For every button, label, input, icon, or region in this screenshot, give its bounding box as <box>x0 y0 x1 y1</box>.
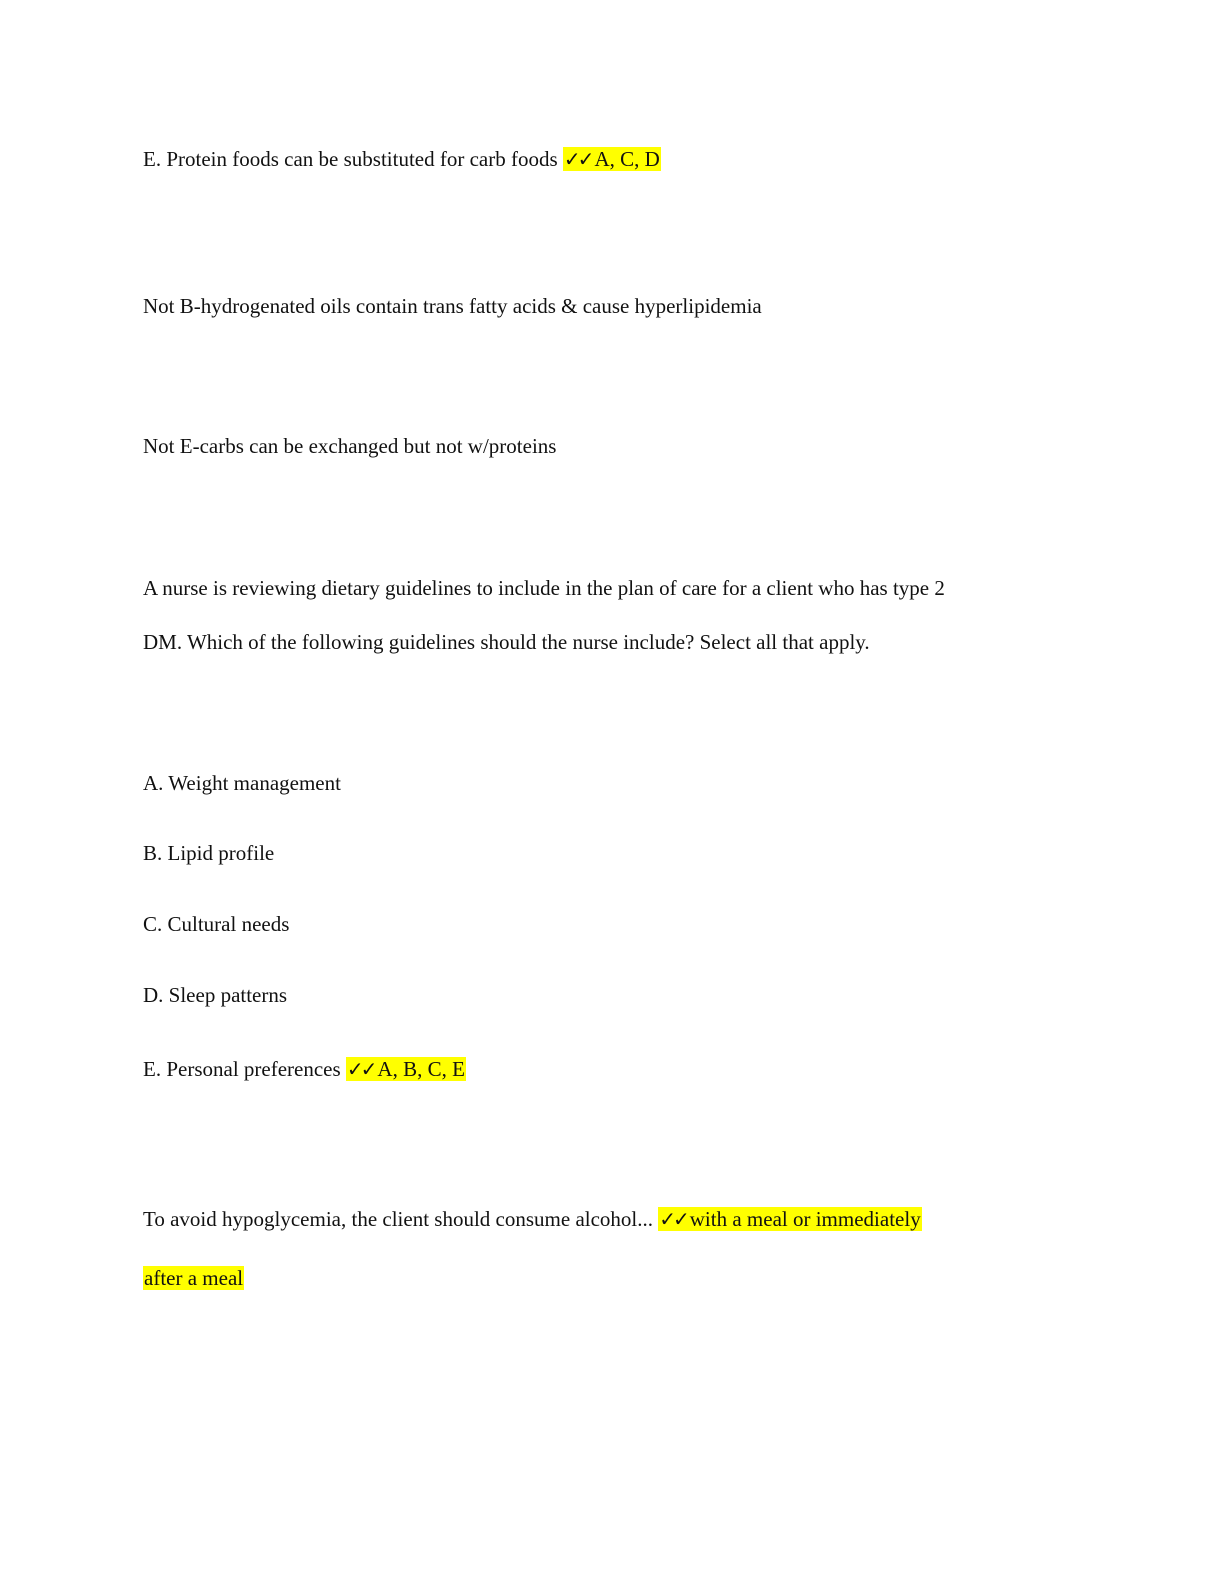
q1-answer: A, C, D <box>594 147 660 171</box>
q2-stem-line1: A nurse is reviewing dietary guidelines to include in the plan of care for a client who has type 2 <box>143 576 945 600</box>
double-check-icon: ✓✓ <box>563 147 592 171</box>
q1-option-e-line <box>143 145 661 173</box>
q1-rationale-e: Not E-carbs can be exchanged but not w/proteins <box>143 434 557 458</box>
q3-answer-line1: with a meal or immediately <box>689 1207 921 1231</box>
q2-option-e: E. Personal preferences <box>143 1057 341 1081</box>
q3-answer-highlight <box>658 1207 921 1231</box>
q2-answer: A, B, C, E <box>377 1057 465 1081</box>
q3-stem-line <box>143 1205 922 1233</box>
q2-option-b: B. Lipid profile <box>143 841 275 865</box>
q3-answer-line2-wrap <box>143 1264 244 1292</box>
q2-option-a: A. Weight management <box>143 771 341 795</box>
double-check-icon: ✓✓ <box>659 1207 687 1231</box>
q2-option-d: D. Sleep patterns <box>143 983 288 1007</box>
q2-stem-line2: DM. Which of the following guidelines should the nurse include? Select all that apply. <box>143 630 870 654</box>
q2-option-e-line <box>143 1055 466 1083</box>
q3-stem: To avoid hypoglycemia, the client should consume alcohol... <box>143 1207 653 1231</box>
q1-option-e: E. Protein foods can be substituted for carb foods <box>143 147 558 171</box>
q2-answer-highlight <box>346 1057 466 1081</box>
q1-answer-highlight <box>563 147 661 171</box>
double-check-icon: ✓✓ <box>346 1057 375 1081</box>
q3-answer-line2: after a meal <box>144 1266 244 1290</box>
q1-rationale-b: Not B-hydrogenated oils contain trans fatty acids & cause hyperlipidemia <box>143 294 762 318</box>
q2-option-c: C. Cultural needs <box>143 912 290 936</box>
